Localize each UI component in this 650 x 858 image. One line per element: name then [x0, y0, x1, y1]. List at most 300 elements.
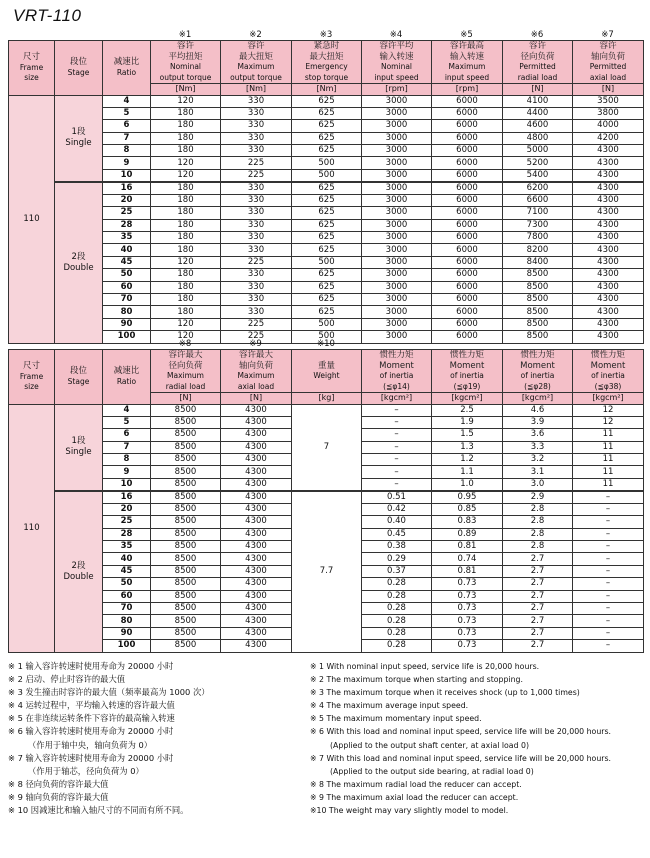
value-cell: 625 — [292, 95, 362, 107]
value-cell: 4300 — [221, 578, 292, 590]
value-cell: 8500 — [503, 269, 573, 281]
value-cell: 120 — [151, 169, 221, 182]
value-cell: 3.2 — [503, 454, 573, 466]
weight-cell: 7 — [292, 404, 362, 491]
note-line: ※10 The weight may vary slightly model to model. — [310, 806, 509, 816]
ratio-cell: 5 — [103, 107, 151, 119]
value-cell: 625 — [292, 281, 362, 293]
note-line: ※ 4 运转过程中，平均输入转速的容许最大值 — [8, 700, 175, 711]
value-cell: 120 — [151, 331, 221, 343]
value-cell: 4800 — [503, 132, 573, 144]
value-cell: 11 — [573, 429, 644, 441]
value-cell: 5400 — [503, 169, 573, 182]
value-cell: 6000 — [432, 256, 503, 268]
table-row — [9, 95, 644, 107]
header-text: 最大扭矩 — [309, 51, 344, 62]
header-text: (≦φ38) — [594, 381, 622, 391]
header-text: input speed — [444, 72, 490, 82]
value-cell: 180 — [151, 269, 221, 281]
value-cell: 0.51 — [362, 491, 432, 504]
ratio-cell: 50 — [103, 269, 151, 281]
ratio-cell: 40 — [103, 553, 151, 565]
value-cell: 6000 — [432, 293, 503, 305]
value-cell: 120 — [151, 256, 221, 268]
value-cell: 4300 — [221, 565, 292, 577]
column-header — [503, 41, 573, 84]
value-cell: 4.6 — [503, 404, 573, 416]
value-cell: 8500 — [151, 491, 221, 504]
value-cell: 330 — [221, 132, 292, 144]
ratio-cell: 40 — [103, 244, 151, 256]
value-cell: 2.8 — [503, 516, 573, 528]
value-cell: 3000 — [362, 281, 432, 293]
value-cell: 180 — [151, 120, 221, 132]
header-row — [9, 350, 644, 393]
unit-cell: [Nm] — [151, 84, 221, 96]
value-cell: – — [573, 627, 644, 639]
value-cell: 8500 — [151, 565, 221, 577]
value-cell: 8200 — [503, 244, 573, 256]
unit-cell: [rpm] — [432, 84, 503, 96]
value-cell: 1.5 — [432, 429, 503, 441]
value-cell: 8500 — [151, 404, 221, 416]
value-cell: 3.6 — [503, 429, 573, 441]
value-cell: 180 — [151, 232, 221, 244]
value-cell: 0.73 — [432, 615, 503, 627]
table-row — [9, 404, 644, 416]
value-cell: 180 — [151, 219, 221, 231]
header-text: output torque — [230, 72, 282, 82]
ratio-cell: 70 — [103, 602, 151, 614]
value-cell: 330 — [221, 207, 292, 219]
table-row — [9, 491, 644, 504]
value-cell: 225 — [221, 256, 292, 268]
column-header — [362, 350, 432, 393]
header-text: of inertia — [520, 371, 555, 380]
value-cell: 225 — [221, 169, 292, 182]
note-line: （作用于轴芯，径向负荷为 0） — [28, 765, 144, 776]
value-cell: 8500 — [151, 503, 221, 515]
value-cell: – — [573, 565, 644, 577]
value-cell: 2.7 — [503, 627, 573, 639]
value-cell: 7800 — [503, 232, 573, 244]
ratio-cell: 16 — [103, 182, 151, 195]
value-cell: 8500 — [151, 441, 221, 453]
value-cell: – — [573, 491, 644, 504]
value-cell: 2.7 — [503, 640, 573, 652]
note-ref-mark: ※4 — [389, 30, 403, 40]
value-cell: 5200 — [503, 157, 573, 169]
value-cell: – — [362, 429, 432, 441]
header-text: 平均扭矩 — [168, 51, 203, 62]
value-cell: 6000 — [432, 182, 503, 195]
table-row — [9, 107, 644, 119]
value-cell: 4600 — [503, 120, 573, 132]
ratio-cell: 60 — [103, 590, 151, 602]
header-text: Maximum — [237, 371, 275, 380]
value-cell: 0.73 — [432, 640, 503, 652]
value-cell: 4300 — [221, 602, 292, 614]
header-text: Maximum — [237, 62, 275, 71]
note-ref-mark: ※3 — [319, 30, 333, 40]
value-cell: 3800 — [573, 107, 644, 119]
note-line: ※ 9 轴向负荷的容许最大值 — [8, 791, 109, 802]
ratio-cell: 10 — [103, 478, 151, 491]
note-line: ※ 1 输入容许转速时使用寿命为 20000 小时 — [8, 661, 174, 671]
value-cell: 625 — [292, 244, 362, 256]
header-text: Single — [65, 447, 92, 458]
table-row — [9, 269, 644, 281]
frame-size-cell: 110 — [9, 404, 55, 652]
value-cell: 3000 — [362, 107, 432, 119]
value-cell: 4300 — [573, 157, 644, 169]
header-text: 尺寸 — [22, 361, 40, 371]
header-text: Ratio — [116, 67, 137, 77]
value-cell: 2.8 — [503, 541, 573, 553]
header-text: 段位 — [69, 366, 87, 377]
value-cell: 3000 — [362, 318, 432, 330]
value-cell: 6000 — [432, 107, 503, 119]
value-cell: 180 — [151, 306, 221, 318]
note-line: ※ 6 With this load and nominal input speed, service life will be 20,000 hours. — [310, 727, 612, 737]
value-cell: 0.73 — [432, 590, 503, 602]
value-cell: 2.8 — [503, 503, 573, 515]
header-text: Emergency — [305, 62, 348, 71]
ratio-cell: 45 — [103, 565, 151, 577]
value-cell: 0.42 — [362, 503, 432, 515]
value-cell: – — [573, 528, 644, 540]
header-text: 容许最高 — [449, 41, 484, 51]
value-cell: 3000 — [362, 95, 432, 107]
value-cell: 4300 — [221, 516, 292, 528]
ratio-cell: 45 — [103, 256, 151, 268]
header-text: of inertia — [379, 371, 414, 380]
value-cell: 4300 — [573, 269, 644, 281]
value-cell: 625 — [292, 232, 362, 244]
value-cell: – — [573, 516, 644, 528]
value-cell: 0.73 — [432, 627, 503, 639]
ratio-cell: 25 — [103, 516, 151, 528]
table-row — [9, 306, 644, 318]
value-cell: 6000 — [432, 169, 503, 182]
value-cell: – — [573, 578, 644, 590]
notes-chinese — [8, 660, 308, 817]
value-cell: 330 — [221, 293, 292, 305]
value-cell: 6000 — [432, 219, 503, 231]
value-cell: 500 — [292, 157, 362, 169]
note-line: ※ 3 发生撞击时容许的最大值（频率最高为 1000 次） — [8, 687, 210, 698]
value-cell: 11 — [573, 466, 644, 478]
value-cell: 3000 — [362, 182, 432, 195]
header-text: 1段 — [71, 127, 86, 138]
stage-cell — [55, 491, 103, 652]
value-cell: 5000 — [503, 145, 573, 157]
value-cell: – — [573, 541, 644, 553]
table-row — [9, 207, 644, 219]
ratio-cell: 6 — [103, 120, 151, 132]
header-text: 容许 — [176, 41, 194, 51]
value-cell: 0.28 — [362, 615, 432, 627]
table-row — [9, 145, 644, 157]
ratio-cell: 7 — [103, 132, 151, 144]
header-text: Single — [65, 138, 92, 149]
unit-cell: [kgcm²] — [503, 393, 573, 405]
value-cell: 225 — [221, 157, 292, 169]
value-cell: 0.89 — [432, 528, 503, 540]
note-line: ※ 3 The maximum torque when it receives shock (up to 1,000 times) — [310, 688, 580, 698]
ratio-cell: 28 — [103, 219, 151, 231]
note-line: ※ 2 启动、停止时容许的最大值 — [8, 674, 126, 685]
stage-cell — [55, 95, 103, 182]
header-text: 容许平均 — [379, 41, 414, 51]
value-cell: 7100 — [503, 207, 573, 219]
note-ref-mark: ※10 — [317, 339, 335, 349]
ratio-cell: 90 — [103, 318, 151, 330]
value-cell: 120 — [151, 318, 221, 330]
notes-english — [310, 660, 645, 817]
header-text: Moment — [590, 360, 626, 371]
column-header — [432, 41, 503, 84]
unit-cell: [kgcm²] — [573, 393, 644, 405]
header-text: 输入转速 — [379, 51, 414, 62]
unit-cell: [N] — [503, 84, 573, 96]
ratio-cell: 4 — [103, 404, 151, 416]
ratio-cell: 35 — [103, 232, 151, 244]
note-line: ※ 4 The maximum average input speed. — [310, 701, 469, 711]
value-cell: 6000 — [432, 318, 503, 330]
header-text: Permitted — [519, 62, 556, 71]
value-cell: 7300 — [503, 219, 573, 231]
value-cell: 4300 — [573, 219, 644, 231]
ratio-cell: 60 — [103, 281, 151, 293]
ratio-cell: 20 — [103, 194, 151, 206]
value-cell: 0.28 — [362, 590, 432, 602]
header-text: 惯性力矩 — [590, 350, 625, 360]
column-header — [362, 41, 432, 84]
note-line: ※ 10 因减速比和输入轴尺寸的不同而有所不同。 — [8, 805, 189, 816]
value-cell: 4200 — [573, 132, 644, 144]
column-header — [292, 41, 362, 84]
header-text: axial load — [237, 381, 275, 391]
value-cell: 4300 — [221, 454, 292, 466]
header-text: 减速比 — [113, 57, 140, 68]
value-cell: – — [362, 478, 432, 491]
value-cell: 4100 — [503, 95, 573, 107]
value-cell: 330 — [221, 194, 292, 206]
value-cell: 2.7 — [503, 578, 573, 590]
value-cell: 4300 — [573, 306, 644, 318]
value-cell: 625 — [292, 207, 362, 219]
ratio-cell: 5 — [103, 416, 151, 428]
header-text: axial load — [589, 72, 627, 82]
header-text: 惯性力矩 — [520, 350, 555, 360]
ratio-cell: 90 — [103, 627, 151, 639]
ratio-cell: 6 — [103, 429, 151, 441]
value-cell: 2.7 — [503, 590, 573, 602]
ratio-header — [103, 350, 151, 405]
value-cell: 330 — [221, 281, 292, 293]
value-cell: 1.3 — [432, 441, 503, 453]
table-row — [9, 132, 644, 144]
value-cell: 625 — [292, 145, 362, 157]
frame-size-cell: 110 — [9, 95, 55, 343]
note-line: ※ 7 输入容许转速时使用寿命为 20000 小时 — [8, 752, 174, 763]
value-cell: 6000 — [432, 306, 503, 318]
unit-cell: [rpm] — [362, 84, 432, 96]
header-text: Permitted — [589, 62, 627, 71]
header-text: 段位 — [69, 57, 87, 68]
value-cell: – — [362, 404, 432, 416]
value-cell: 4300 — [573, 232, 644, 244]
frame-size-header — [9, 41, 55, 96]
value-cell: 0.95 — [432, 491, 503, 504]
header-text: Stage — [67, 67, 90, 77]
value-cell: 6200 — [503, 182, 573, 195]
header-text: Nominal — [169, 62, 202, 71]
spec-table-load-inertia — [8, 349, 644, 653]
header-text: stop torque — [304, 72, 349, 82]
header-text: size — [24, 382, 39, 391]
value-cell: 4300 — [221, 429, 292, 441]
value-cell: 8500 — [503, 293, 573, 305]
note-line: ※ 8 径向负荷的容许最大值 — [8, 778, 109, 789]
value-cell: 6000 — [432, 232, 503, 244]
table-row — [9, 244, 644, 256]
column-header — [503, 350, 573, 393]
value-cell: 0.81 — [432, 541, 503, 553]
value-cell: 625 — [292, 120, 362, 132]
value-cell: 0.28 — [362, 627, 432, 639]
value-cell: 625 — [292, 269, 362, 281]
value-cell: 4300 — [221, 640, 292, 652]
value-cell: 6000 — [432, 331, 503, 343]
value-cell: 11 — [573, 441, 644, 453]
value-cell: 3000 — [362, 194, 432, 206]
value-cell: 3000 — [362, 132, 432, 144]
value-cell: 0.74 — [432, 553, 503, 565]
value-cell: 180 — [151, 293, 221, 305]
header-text: Nominal — [380, 62, 413, 71]
header-text: 惯性力矩 — [379, 350, 414, 360]
header-text: Maximum — [448, 62, 486, 71]
stage-cell — [55, 182, 103, 343]
value-cell: 3.9 — [503, 416, 573, 428]
header-text: 容许 — [599, 41, 617, 51]
note-line: ※ 1 With nominal input speed, service life is 20,000 hours. — [310, 662, 540, 671]
header-text: 2段 — [71, 251, 86, 262]
header-text: Moment — [520, 360, 555, 371]
value-cell: 6000 — [432, 95, 503, 107]
table-row — [9, 281, 644, 293]
header-text: 容许最大 — [238, 350, 273, 360]
table-row — [9, 169, 644, 182]
value-cell: 4300 — [573, 318, 644, 330]
value-cell: – — [362, 466, 432, 478]
value-cell: – — [573, 602, 644, 614]
value-cell: 330 — [221, 219, 292, 231]
header-text: 容许最大 — [168, 350, 203, 360]
column-header — [432, 350, 503, 393]
header-text: 尺寸 — [22, 52, 40, 62]
unit-cell: [kgcm²] — [432, 393, 503, 405]
value-cell: 3000 — [362, 244, 432, 256]
value-cell: 8500 — [151, 516, 221, 528]
ratio-cell: 8 — [103, 145, 151, 157]
value-cell: 500 — [292, 256, 362, 268]
note-line: ※ 5 在非连续运转条件下容许的最高输入转速 — [8, 713, 175, 724]
value-cell: 6000 — [432, 157, 503, 169]
header-text: size — [24, 73, 39, 82]
value-cell: 0.29 — [362, 553, 432, 565]
value-cell: 12 — [573, 404, 644, 416]
value-cell: 6000 — [432, 132, 503, 144]
value-cell: 3000 — [362, 269, 432, 281]
value-cell: 4300 — [221, 466, 292, 478]
table-row — [9, 256, 644, 268]
ratio-cell: 70 — [103, 293, 151, 305]
header-text: Frame — [19, 62, 44, 72]
value-cell: 0.28 — [362, 578, 432, 590]
header-text: of inertia — [591, 371, 625, 380]
value-cell: 330 — [221, 244, 292, 256]
value-cell: 330 — [221, 120, 292, 132]
column-header — [151, 350, 221, 393]
value-cell: 8500 — [151, 578, 221, 590]
header-text: 输入转速 — [449, 51, 484, 62]
value-cell: 4300 — [573, 281, 644, 293]
value-cell: – — [573, 615, 644, 627]
unit-cell: [Nm] — [292, 84, 362, 96]
unit-cell: [N] — [573, 84, 644, 96]
ratio-cell: 100 — [103, 331, 151, 343]
stage-header — [55, 350, 103, 405]
table-row — [9, 194, 644, 206]
header-text: 轴向负荷 — [590, 51, 625, 62]
value-cell: 500 — [292, 331, 362, 343]
value-cell: 330 — [221, 306, 292, 318]
note-line: ※ 2 The maximum torque when starting and stopping. — [310, 675, 523, 685]
value-cell: 330 — [221, 145, 292, 157]
ratio-cell: 10 — [103, 169, 151, 182]
value-cell: 3500 — [573, 95, 644, 107]
ratio-cell: 9 — [103, 466, 151, 478]
ratio-cell: 80 — [103, 306, 151, 318]
value-cell: 625 — [292, 182, 362, 195]
value-cell: 3000 — [362, 256, 432, 268]
value-cell: 4300 — [221, 503, 292, 515]
value-cell: 11 — [573, 478, 644, 491]
value-cell: 625 — [292, 219, 362, 231]
value-cell: 3000 — [362, 120, 432, 132]
value-cell: 0.81 — [432, 565, 503, 577]
value-cell: 8500 — [151, 416, 221, 428]
value-cell: – — [362, 454, 432, 466]
value-cell: 1.9 — [432, 416, 503, 428]
value-cell: 4300 — [221, 441, 292, 453]
value-cell: 8500 — [151, 553, 221, 565]
header-text: 容许 — [528, 41, 546, 51]
header-text: (≦φ19) — [453, 381, 481, 391]
ratio-cell: 20 — [103, 503, 151, 515]
table-row — [9, 318, 644, 330]
stage-header — [55, 41, 103, 96]
header-text: Double — [63, 262, 94, 273]
value-cell: 500 — [292, 318, 362, 330]
header-text: 2段 — [71, 560, 86, 571]
unit-cell: [Nm] — [221, 84, 292, 96]
value-cell: 6000 — [432, 194, 503, 206]
value-cell: 4300 — [221, 416, 292, 428]
